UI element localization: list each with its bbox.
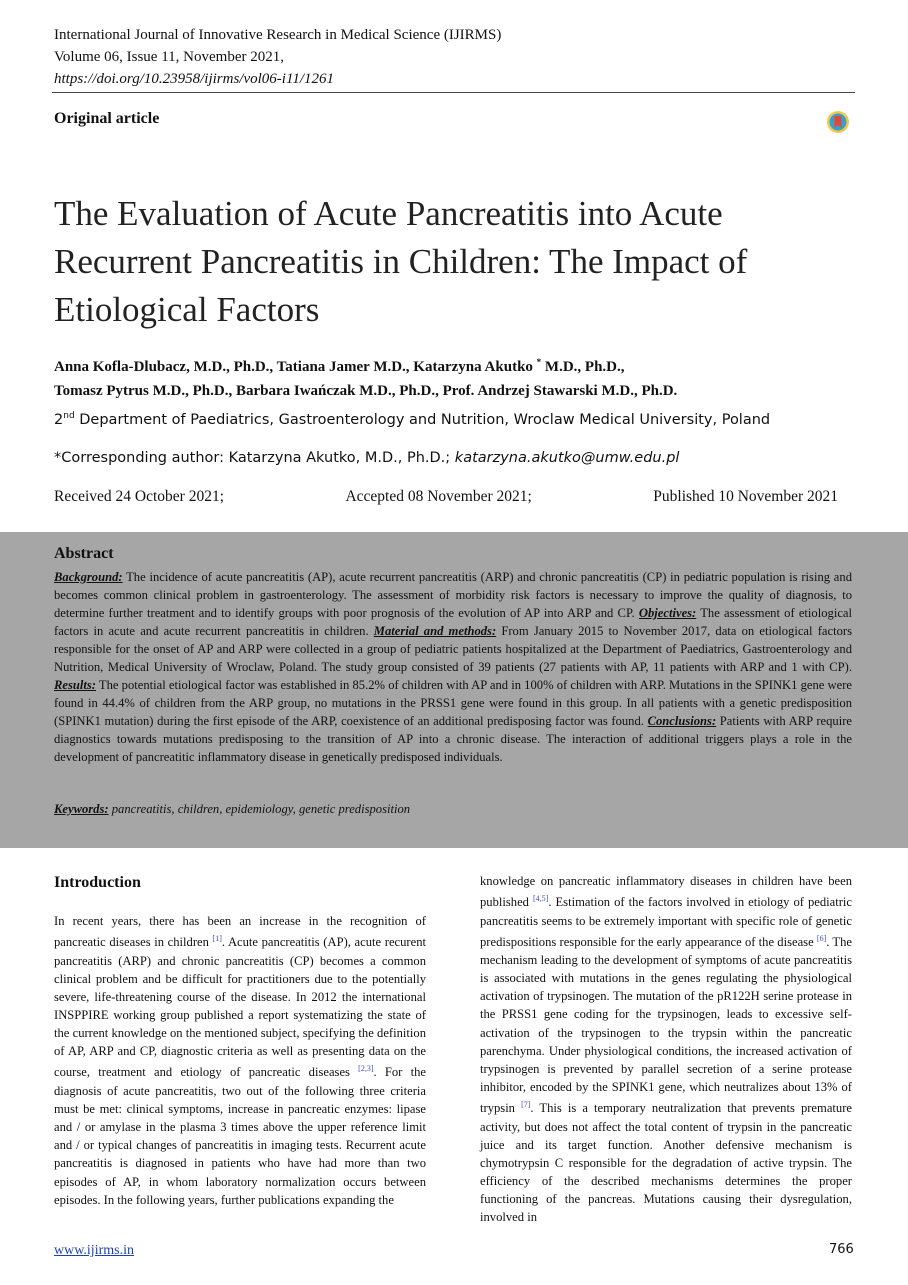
authors-line2: Tomasz Pytrus M.D., Ph.D., Barbara Iwańczak M.D., Ph.D., Prof. Andrzej Stawarski M.D., Ph.D. <box>54 383 678 399</box>
affiliation-num: 2 <box>54 411 64 428</box>
authors-line1: Anna Kofla-Dlubacz, M.D., Ph.D., Tatiana Jamer M.D., Katarzyna Akutko <box>54 359 533 375</box>
abstract-objectives-label: Objectives: <box>638 606 697 620</box>
intro-left-column <box>54 912 426 1209</box>
affiliation <box>54 411 770 428</box>
abstract-results: The potential etiological factor was established in 85.2% of children with AP and in 100% of children with ARP. Mutations in the SPINK1 gene were found in 44.4% of children from the ARP group, no mutations in the PRSS1 gene were found in this group. In all patients with a genetic predisposition (SPINK1 mutation) during the first episode of the ARP, coexistence of an additional predisposing factor was found. <box>54 678 852 728</box>
authors-line1-end: M.D., Ph.D., <box>541 359 625 375</box>
intro-text: knowledge on pancreatic inflammatory diseases in children have been published <box>480 874 852 910</box>
corresponding-email[interactable]: katarzyna.akutko@umw.edu.pl <box>454 450 680 466</box>
article-dates <box>54 488 838 506</box>
abstract-heading: Abstract <box>54 545 114 562</box>
affiliation-text: Department of Paediatrics, Gastroenterology and Nutrition, Wroclaw Medical University, Poland <box>74 411 771 428</box>
citation-ref[interactable]: [1] <box>212 934 222 944</box>
intro-right-column <box>480 872 852 1227</box>
intro-text: In recent years, there has been an increase in the recognition of pancreatic diseases in children <box>54 914 426 950</box>
citation-ref[interactable]: [4,5] <box>533 894 549 904</box>
abstract-conclusions: Patients with ARP require diagnostics towards mutations predisposing to the transition of AP into a chronic disease. The interaction of additional triggers plays a role in the development of pancreatitic inflammatory disease in genetically predisposed individuals. <box>54 714 852 764</box>
citation-ref[interactable]: [7] <box>521 1100 531 1110</box>
page-number: 766 <box>829 1242 854 1257</box>
abstract-objectives: The assessment of etiological factors in acute and acute recurrent pancreatitis in children. <box>54 606 852 638</box>
affiliation-sup: nd <box>63 411 75 421</box>
footer-site-link[interactable]: www.ijirms.in <box>54 1243 134 1258</box>
citation-ref[interactable]: [6] <box>816 933 827 943</box>
abstract-conclusions-label: Conclusions: <box>647 714 717 728</box>
corresponding-star: * <box>536 357 542 367</box>
intro-text: . Estimation of the factors involved in etiology of pediatric pancreatitis seems to be extremely important with specific role of genetic predispositions responsible for the early appearance of the disease <box>480 895 852 949</box>
keywords-text: pancreatitis, children, epidemiology, genetic predisposition <box>108 802 411 816</box>
bookmark-badge-icon[interactable] <box>826 110 850 134</box>
introduction-heading: Introduction <box>54 874 141 891</box>
article-type: Original article <box>54 110 160 127</box>
abstract-body <box>54 568 852 766</box>
corresponding-label: *Corresponding author: Katarzyna Akutko, M.D., Ph.D.; <box>54 450 455 466</box>
keywords-label: Keywords: <box>54 802 109 816</box>
doi-link[interactable]: https://doi.org/10.23958/ijirms/vol06-i11/1261 <box>54 71 335 87</box>
abstract-methods: From January 2015 to November 2017, data on etiological factors responsible for the onset of AP and ARP were collected in a group of pediatric patients hospitalized at the Department of Paediatrics, Gastroenterology and Nutrition, Medical University of Wroclaw, Poland. The study group consisted of 39 patients (27 patients with AP, 11 patients with ARP and 1 with CP). <box>54 624 852 674</box>
journal-header <box>54 24 501 90</box>
abstract-background: The incidence of acute pancreatitis (AP), acute recurrent pancreatitis (ARP) and chronic pancreatitis (CP) in pediatric population is rising and becomes common clinical problem in gastroenterology. The assessment of morbidity risk factors is necessary to improve the quality of diagnosis, to determine further treatment and to identify groups with poor prognosis of the evolution of AP into ARP and CP. <box>54 570 852 620</box>
keywords <box>54 802 410 817</box>
article-title: The Evaluation of Acute Pancreatitis into Acute Recurrent Pancreatitis in Children: The Impact of Etiological Factors <box>54 194 748 329</box>
abstract-methods-label: Material and methods: <box>373 624 497 638</box>
date-published: Published 10 November 2021 <box>653 488 838 505</box>
abstract-background-label: Background: <box>54 570 123 584</box>
journal-name: International Journal of Innovative Research in Medical Science (IJIRMS) <box>54 27 502 43</box>
intro-text: . The mechanism leading to the development of symptoms of acute pancreatitis is associated with mutations in the genes regulating the physiological activation of trypsinogen. The mutation of the pR122H serine protease in the PRSS1 gene coding for the trypsinogen, leads to excessive self-activation of the trypsinogen to the trypsin within the pancreatic parenchyma. Under physiological conditions, the increased activation of trypsinogen is prevented by parallel secretion of a serine protease inhibitor, encoded by the SPINK1 gene, which neutralizes about 13% of trypsin <box>480 934 852 1116</box>
intro-text: . For the diagnosis of acute pancreatitis, two out of the following three criteria must be met: clinical symptoms, increase in pancreatic enzymes: lipase and / or amylase in the plasma 3 times above the upper reference limit and / or typical changes of pancreatitis in imaging tests. Recurrent acute pancreatitis is diagnosed in patients who have had more than two episodes of AP, in whom laboratory normalization occurs between episodes. In the following years, further publications expanding the <box>54 1065 426 1207</box>
abstract-results-label: Results: <box>54 678 96 692</box>
date-received: Received 24 October 2021; <box>54 488 225 505</box>
corresponding-author <box>54 450 679 466</box>
intro-text: . Acute pancreatitis (AP), acute recurent pancreatitis (ARP) and chronic pancreatitis (CP) becomes a common clinical problem and be difficult for practitioners due to the potentially severe, life-threatening course of the disease. In 2012 the international INSPPIRE working group published a report systematizing the state of the current knowledge on the mentioned subject, specifying the definition of AP, ARP and CP, diagnostic criteria as well as presenting data on the course, treatment and etiology of pancreatic diseases <box>54 935 426 1080</box>
citation-ref[interactable]: [2,3] <box>358 1064 374 1074</box>
date-accepted: Accepted 08 November 2021; <box>345 488 532 505</box>
volume-info: Volume 06, Issue 11, November 2021, <box>54 49 284 65</box>
intro-text: . This is a temporary neutralization that prevents premature activity, but does not affect the total content of trypsin in the pancreatic juice and its target function. Another defensive mechanism is chymotrypsin C responsible for the degradation of active trypsin. The efficiency of the described mechanisms determines the proper functioning of the pancreas. Mutations causing their dysregulation, involved in <box>480 1101 852 1225</box>
header-divider <box>52 92 855 93</box>
author-list <box>54 350 874 403</box>
